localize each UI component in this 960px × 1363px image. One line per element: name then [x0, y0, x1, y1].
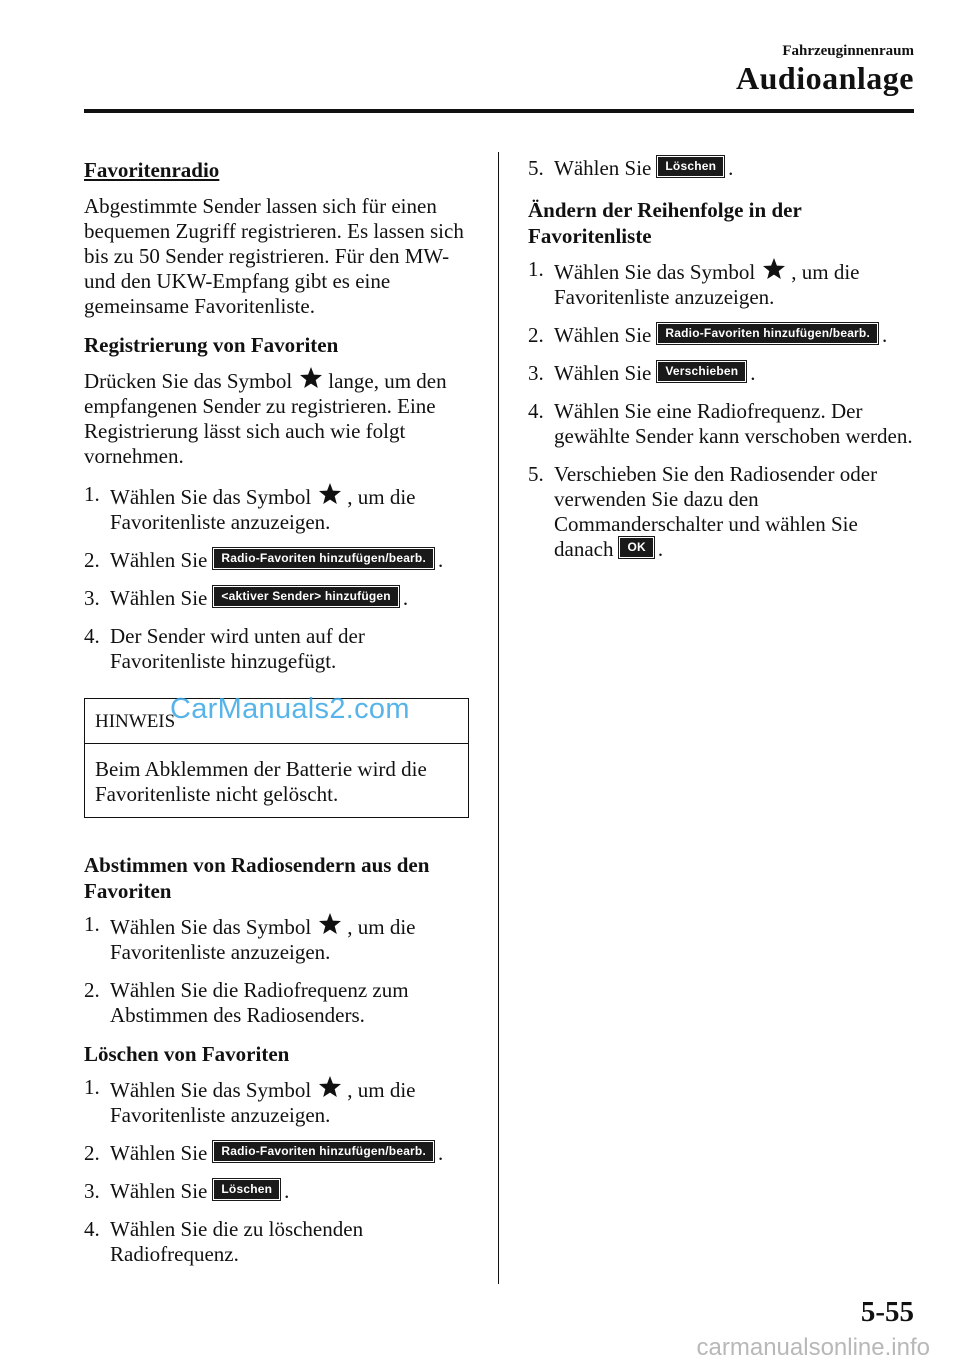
chapter-title: Audioanlage [736, 60, 914, 96]
reorder-step-4: 4. Wählen Sie eine Radiofrequenz. Der gewählte Sender kann verschoben werden. [528, 399, 913, 448]
register-step-3: 3. Wählen Sie <aktiver Sender> hinzufügen . [84, 586, 409, 610]
delete-step-3: 3. Wählen Sie Löschen . [84, 1179, 290, 1203]
header-rule [84, 109, 914, 113]
column-divider [498, 152, 499, 1284]
subheading-registrierung: Registrierung von Favoriten [84, 333, 339, 357]
delete-step-5: 5. Wählen Sie Löschen . [528, 156, 734, 180]
note-title: HINWEIS CarManuals2.com [85, 699, 468, 744]
register-paragraph: Drücken Sie das Symbol lange, um den empfangenen Sender zu registrieren. Eine Registrierung lässt sich auch wie folgt vornehmen. [84, 366, 474, 469]
page-number: 5-55 [860, 1296, 914, 1328]
left-column [84, 156, 474, 1280]
intro-paragraph: Abgestimmte Sender lassen sich für einen bequemen Zugriff registrieren. Es lassen sich bis zu 50 Sender registrieren. Für den MW- und den UKW-Empfang gibt es eine gemeinsame Favoritenliste. [84, 194, 464, 318]
note-box [84, 693, 469, 818]
watermark-carmanuals2: CarManuals2.com [170, 693, 410, 725]
section-heading-favoritenradio: Favoritenradio [84, 158, 220, 182]
register-step-4: 4. Der Sender wird unten auf der Favoritenliste hinzugefügt. [84, 624, 365, 673]
register-step-1: 1. Wählen Sie das Symbol , um die Favoritenliste anzuzeigen. [84, 482, 416, 534]
right-column [528, 156, 918, 575]
register-step-2: 2. Wählen Sie Radio-Favoriten hinzufügen/bearb. . [84, 548, 444, 572]
star-icon [317, 482, 343, 506]
star-icon [761, 257, 787, 281]
reorder-step-3: 3. Wählen Sie Verschieben . [528, 361, 756, 385]
loeschen-button[interactable]: Löschen [658, 157, 723, 176]
reorder-step-2: 2. Wählen Sie Radio-Favoriten hinzufügen/bearb. . [528, 323, 888, 347]
note-text: Beim Abklemmen der Batterie wird die Favoritenliste nicht gelöscht. [95, 757, 427, 806]
tune-step-1: 1. Wählen Sie das Symbol , um die Favoritenliste anzuzeigen. [84, 912, 416, 964]
radio-favoriten-button[interactable]: Radio-Favoriten hinzufügen/bearb. [214, 1142, 433, 1161]
delete-step-4: 4. Wählen Sie die zu löschenden Radiofrequenz. [84, 1217, 364, 1266]
radio-favoriten-button[interactable]: Radio-Favoriten hinzufügen/bearb. [214, 549, 433, 568]
ok-button[interactable]: OK [620, 538, 652, 557]
loeschen-button[interactable]: Löschen [214, 1180, 279, 1199]
reorder-step-5: 5. Verschieben Sie den Radiosender oder verwenden Sie dazu den Commanderschalter und wählen Sie danach OK . [528, 462, 878, 561]
reorder-step-1: 1. Wählen Sie das Symbol , um die Favoritenliste anzuzeigen. [528, 257, 860, 309]
radio-favoriten-button[interactable]: Radio-Favoriten hinzufügen/bearb. [658, 324, 877, 343]
add-active-station-button[interactable]: <aktiver Sender> hinzufügen [214, 587, 397, 606]
star-icon [298, 366, 324, 390]
section-label: Fahrzeuginnenraum [782, 43, 914, 59]
subheading-abstimmen: Abstimmen von Radiosendern aus den Favoriten [84, 853, 430, 903]
subheading-reihenfolge: Ändern der Reihenfolge in der Favoritenliste [528, 198, 802, 248]
star-icon [317, 1075, 343, 1099]
subheading-loeschen: Löschen von Favoriten [84, 1042, 290, 1066]
delete-step-2: 2. Wählen Sie Radio-Favoriten hinzufügen/bearb. . [84, 1141, 444, 1165]
footer-watermark: carmanualsonline.info [696, 1334, 930, 1361]
tune-step-2: 2. Wählen Sie die Radiofrequenz zum Abstimmen des Radiosenders. [84, 978, 409, 1027]
delete-step-1: 1. Wählen Sie das Symbol , um die Favoritenliste anzuzeigen. [84, 1075, 416, 1127]
verschieben-button[interactable]: Verschieben [658, 362, 745, 381]
star-icon [317, 912, 343, 936]
